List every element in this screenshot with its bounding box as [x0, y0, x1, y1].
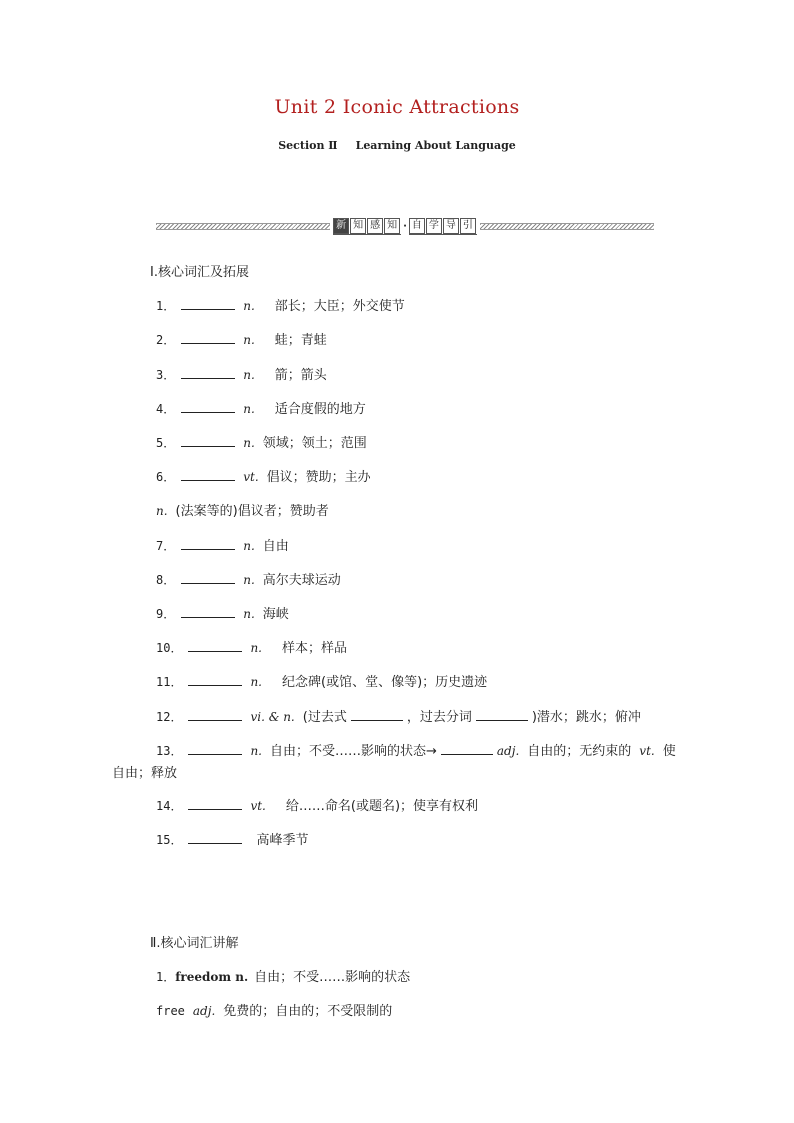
item-number: 2．: [156, 333, 176, 347]
answer-blank[interactable]: [188, 744, 242, 755]
answer-blank[interactable]: [181, 368, 235, 379]
part-of-speech: n.: [243, 607, 255, 621]
item-number: 5．: [156, 436, 176, 450]
vocab-item-13: [156, 740, 676, 759]
answer-blank[interactable]: [181, 402, 235, 413]
part-of-speech: vi. & n.: [250, 710, 295, 724]
part2-heading: Ⅱ.核心词汇讲解: [150, 936, 239, 951]
part-of-speech: adj.: [192, 1004, 216, 1018]
section-subtitle: [0, 139, 794, 152]
answer-blank[interactable]: [188, 833, 242, 844]
vocab-item: [156, 432, 367, 451]
part-of-speech: n.: [243, 368, 255, 382]
vocab-item: [156, 535, 289, 554]
answer-blank[interactable]: [181, 333, 235, 344]
answer-blank[interactable]: [188, 675, 242, 686]
definition: 纪念碑(或馆、堂、像等)；历史遗迹: [282, 675, 488, 690]
item-number: 6．: [156, 470, 176, 484]
section-banner: [156, 218, 654, 234]
answer-blank[interactable]: [181, 573, 235, 584]
vocab-item: [156, 829, 308, 848]
headword: free: [156, 1004, 185, 1018]
definition: 适合度假的地方: [274, 402, 366, 417]
part-of-speech: n.: [243, 299, 255, 313]
vocab-item: [156, 364, 327, 383]
item-number: 4．: [156, 402, 176, 416]
definition-part: )潜水；跳水；俯冲: [531, 710, 641, 725]
part-of-speech: n.: [243, 539, 255, 553]
vocab-item-13-continued: 自由；释放: [112, 766, 178, 781]
definition: 高峰季节: [256, 833, 309, 848]
vocab-item: [156, 637, 347, 656]
explanation-entry: [156, 966, 410, 985]
explanation-entry: [156, 1000, 392, 1019]
adjective-blank[interactable]: [441, 744, 493, 755]
banner-hatch-left: [156, 223, 330, 230]
section-label: Section Ⅱ: [278, 139, 338, 152]
banner-char: 学: [426, 218, 442, 234]
vocab-item: [156, 671, 487, 690]
item-number: 1．: [156, 299, 176, 313]
part-of-speech: n.: [250, 744, 262, 758]
part-of-speech: n.: [243, 573, 255, 587]
item-number: 15．: [156, 833, 183, 847]
part1-heading: Ⅰ.核心词汇及拓展: [150, 265, 249, 280]
part-of-speech: n.: [243, 333, 255, 347]
definition: 领域；领土；范围: [262, 436, 367, 451]
definition: 倡议；赞助；主办: [266, 470, 371, 485]
item-number: 9．: [156, 607, 176, 621]
past-participle-blank[interactable]: [476, 710, 528, 721]
answer-blank[interactable]: [181, 436, 235, 447]
definition: 给……命名(或题名)；使享有权利: [285, 799, 479, 814]
answer-blank[interactable]: [188, 710, 242, 721]
answer-blank[interactable]: [181, 607, 235, 618]
banner-hatch-right: [480, 223, 654, 230]
item-number: 1．: [156, 970, 176, 984]
item-number: 7．: [156, 539, 176, 553]
vocab-item: [156, 569, 341, 588]
item-number: 12．: [156, 710, 183, 724]
definition-part: ，过去分词: [406, 710, 472, 725]
definition: 蛙；青蛙: [274, 333, 327, 348]
vocab-item: [156, 466, 371, 485]
definition: 样本；样品: [282, 641, 348, 656]
vocab-item: [156, 398, 366, 417]
definition: 免费的；自由的；不受限制的: [223, 1004, 393, 1019]
part-of-speech: vt.: [639, 744, 655, 758]
definition-part: 使: [662, 744, 676, 759]
section-name: Learning About Language: [355, 139, 516, 152]
definition: 海峡: [262, 607, 289, 622]
definition: 部长；大臣；外交使节: [274, 299, 405, 314]
part-of-speech: n.: [156, 504, 168, 518]
banner-char: 引: [460, 218, 476, 234]
vocab-subitem: [156, 500, 329, 519]
headword: freedom n.: [175, 970, 249, 984]
banner-char: 知: [384, 218, 400, 234]
part-of-speech: n.: [243, 402, 255, 416]
banner-separator: ·: [403, 220, 407, 232]
part-of-speech: n.: [250, 641, 262, 655]
item-number: 11．: [156, 675, 183, 689]
definition: (法案等的)倡议者；赞助者: [175, 504, 329, 519]
vocab-item: [156, 295, 405, 314]
part-of-speech: adj.: [496, 744, 520, 758]
part-of-speech: n.: [250, 675, 262, 689]
definition: 高尔夫球运动: [262, 573, 341, 588]
vocab-item: [156, 603, 289, 622]
answer-blank[interactable]: [181, 299, 235, 310]
item-number: 3．: [156, 368, 176, 382]
vocab-item: [156, 795, 478, 814]
part-of-speech: n.: [243, 436, 255, 450]
answer-blank[interactable]: [188, 799, 242, 810]
item-number: 14．: [156, 799, 183, 813]
banner-badge: [333, 218, 477, 235]
definition-part: 自由；不受……影响的状态→: [270, 744, 437, 759]
definition-part: 自由的；无约束的: [527, 744, 632, 759]
vocab-item-12: [156, 706, 641, 725]
answer-blank[interactable]: [181, 539, 235, 550]
document-title: Unit 2 Iconic Attractions: [274, 96, 520, 118]
definition-part: (过去式: [302, 710, 347, 725]
banner-char: 导: [443, 218, 459, 234]
definition: 自由: [262, 539, 289, 554]
past-tense-blank[interactable]: [351, 710, 403, 721]
definition: 箭；箭头: [274, 368, 327, 383]
banner-char: 自: [409, 218, 425, 234]
part-of-speech: vt.: [243, 470, 259, 484]
item-number: 10．: [156, 641, 183, 655]
banner-char: 新: [333, 218, 349, 234]
item-number: 13．: [156, 744, 183, 758]
vocab-item: [156, 329, 327, 348]
answer-blank[interactable]: [181, 470, 235, 481]
banner-char: 知: [350, 218, 366, 234]
item-number: 8．: [156, 573, 176, 587]
part-of-speech: vt.: [250, 799, 266, 813]
definition: 自由；不受……影响的状态: [254, 970, 411, 985]
banner-char: 感: [367, 218, 383, 234]
answer-blank[interactable]: [188, 641, 242, 652]
